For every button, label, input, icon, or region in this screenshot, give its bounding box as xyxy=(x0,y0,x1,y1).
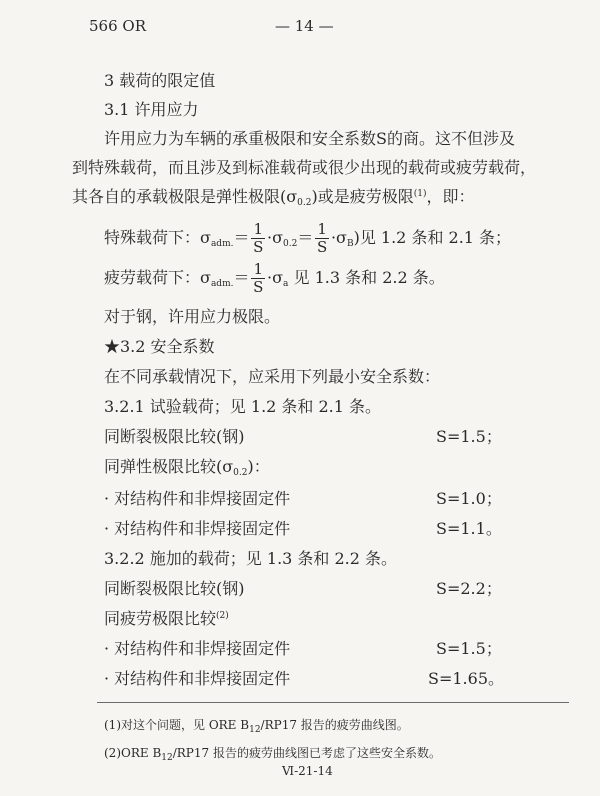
row-label: 同弹性极限比较$(\sigma_{0.2})$： xyxy=(104,457,270,478)
footer-page-code: Ⅵ-21-14 xyxy=(282,764,333,778)
section-3-title: 3 载荷的限定值 xyxy=(104,71,216,90)
section-3-2-2-title: 3.2.2 施加的载荷；见 1.3 条和 2.2 条。 xyxy=(104,549,398,568)
formula-fatigue-load: 疲劳载荷下：$\sigma_{adm.}=$ $\frac{1}{S}$ $\cdot\sigma_a$ 见 1.3 条和 2.2 条。 xyxy=(104,260,445,296)
row-label: 同断裂极限比较(钢) xyxy=(104,427,245,446)
header-page-number: — 14 — xyxy=(275,17,334,35)
footnote-divider xyxy=(97,702,569,703)
row-label: 同断裂极限比较(钢) xyxy=(104,579,245,598)
bullet-item: · 对结构件和非焊接固定件 xyxy=(104,489,291,508)
row-value: S=1.5； xyxy=(436,639,502,658)
section-3-2-title: ★3.2 安全系数 xyxy=(104,337,215,356)
formula-special-load: 特殊载荷下：$\sigma_{adm.}=$ $\frac{1}{S}$ $\cdot\sigma_{0.2}=$ $\frac{1}{S}$ $\cdot\sigma_B$)见 1.2 条和 2.1 条； xyxy=(104,220,512,256)
footnote-2: (2)ORE $B_{12}/RP17$ 报告的疲劳曲线图已考虑了这些安全系数。 xyxy=(104,746,441,763)
paragraph-line: 其各自的承载极限是弹性极限$(\sigma_{0.2})$或是疲劳极限$^{(1)}$，即： xyxy=(72,187,475,208)
paragraph-line: 到特殊载荷，而且涉及到标准载荷或很少出现的载荷或疲劳载荷， xyxy=(72,158,537,177)
row-value: S=2.2； xyxy=(436,579,502,598)
row-value: S=1.0； xyxy=(436,489,502,508)
section-3-1-title: 3.1 许用应力 xyxy=(104,100,199,119)
bullet-item: · 对结构件和非焊接固定件 xyxy=(104,639,291,658)
footnote-1: (1)对这个问题，见 ORE $B_{12}/RP17$ 报告的疲劳曲线图。 xyxy=(104,718,409,735)
row-value: S=1.5； xyxy=(436,427,502,446)
fraction: $\frac{1}{S}$ xyxy=(317,220,328,256)
fraction: $\frac{1}{S}$ xyxy=(253,220,264,256)
fraction: $\frac{1}{S}$ xyxy=(253,260,264,296)
header-code: 566 OR xyxy=(89,17,146,35)
section-3-2-intro: 在不同承载情况下，应采用下列最小安全系数： xyxy=(104,367,441,386)
section-3-2-1-title: 3.2.1 试验载荷；见 1.2 条和 2.1 条。 xyxy=(104,397,382,416)
row-value: S=1.65。 xyxy=(428,669,504,688)
row-value: S=1.1。 xyxy=(436,519,502,538)
bullet-item: · 对结构件和非焊接固定件 xyxy=(104,669,291,688)
bullet-item: · 对结构件和非焊接固定件 xyxy=(104,519,291,538)
steel-note: 对于钢，许用应力极限。 xyxy=(104,307,281,326)
row-label: 同疲劳极限比较$^{(2)}$ xyxy=(104,609,229,628)
paragraph-line: 许用应力为车辆的承重极限和安全系数S的商。这不但涉及 xyxy=(104,129,515,148)
